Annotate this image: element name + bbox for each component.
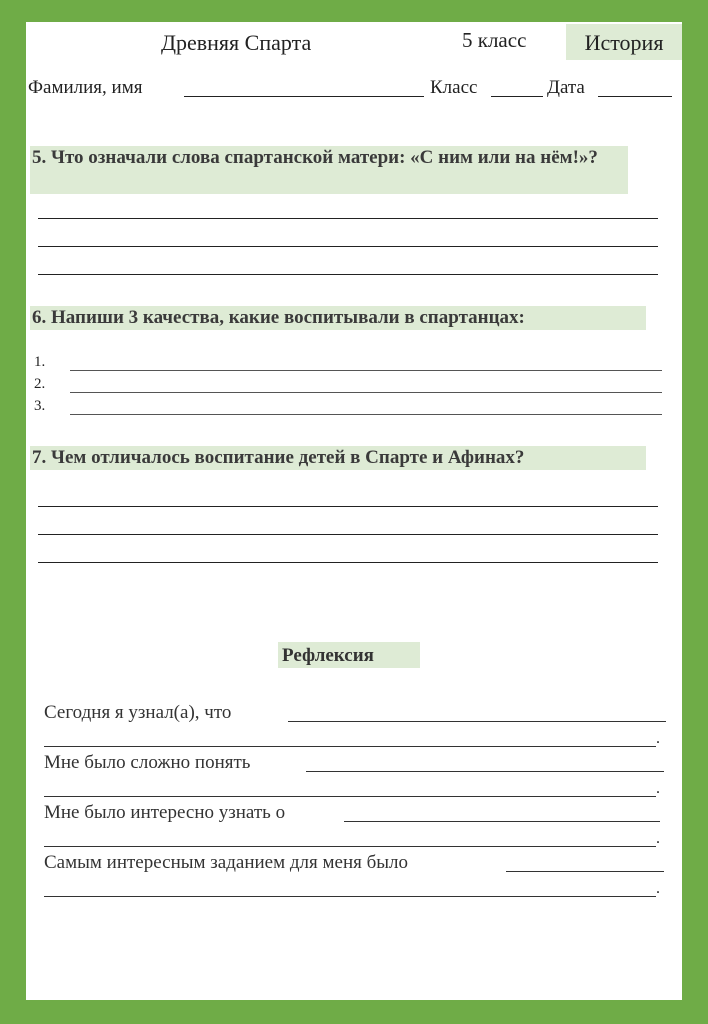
reflection-field[interactable]	[44, 746, 656, 747]
list-number: 3.	[34, 398, 46, 414]
answer-line[interactable]	[38, 562, 658, 563]
class-field[interactable]	[491, 96, 543, 97]
reflection-prompt: Сегодня я узнал(а), что	[44, 702, 232, 723]
reflection-field[interactable]	[44, 796, 656, 797]
reflection-prompt: Мне было интересно узнать о	[44, 802, 286, 823]
date-field[interactable]	[598, 96, 672, 97]
reflection-field[interactable]	[344, 821, 660, 822]
answer-line[interactable]	[38, 506, 658, 507]
quality-field[interactable]	[70, 392, 662, 393]
list-number: 2.	[34, 376, 46, 392]
question-6: 6. Напиши 3 качества, какие воспитывали в спартанцах:	[30, 306, 646, 330]
grade-label: 5 класс	[462, 28, 527, 52]
answer-line[interactable]	[38, 218, 658, 219]
quality-field[interactable]	[70, 370, 662, 371]
reflection-field[interactable]	[44, 896, 656, 897]
question-7: 7. Чем отличалось воспитание детей в Спарте и Афинах?	[30, 446, 646, 470]
reflection-field[interactable]	[288, 721, 666, 722]
list-number: 1.	[34, 354, 46, 370]
reflection-title: Рефлексия	[278, 642, 420, 668]
reflection-field[interactable]	[44, 846, 656, 847]
answer-line[interactable]	[38, 534, 658, 535]
end-mark: .	[656, 730, 660, 747]
reflection-prompt: Самым интересным заданием для меня было	[44, 852, 409, 873]
class-label: Класс	[430, 77, 478, 98]
name-label: Фамилия, имя	[28, 77, 143, 98]
name-field[interactable]	[184, 96, 424, 97]
end-mark: .	[656, 830, 660, 847]
end-mark: .	[656, 780, 660, 797]
quality-field[interactable]	[70, 414, 662, 415]
reflection-field[interactable]	[306, 771, 664, 772]
reflection-field[interactable]	[506, 871, 664, 872]
reflection-prompt: Мне было сложно понять	[44, 752, 251, 773]
question-5: 5. Что означали слова спартанской матери: «С ним или на нём!»?	[30, 146, 628, 194]
worksheet-page	[26, 22, 682, 1000]
worksheet-title: Древняя Спарта	[161, 30, 312, 55]
answer-line[interactable]	[38, 246, 658, 247]
answer-line[interactable]	[38, 274, 658, 275]
end-mark: .	[656, 880, 660, 897]
date-label: Дата	[547, 77, 585, 98]
subject-badge: История	[566, 24, 682, 60]
